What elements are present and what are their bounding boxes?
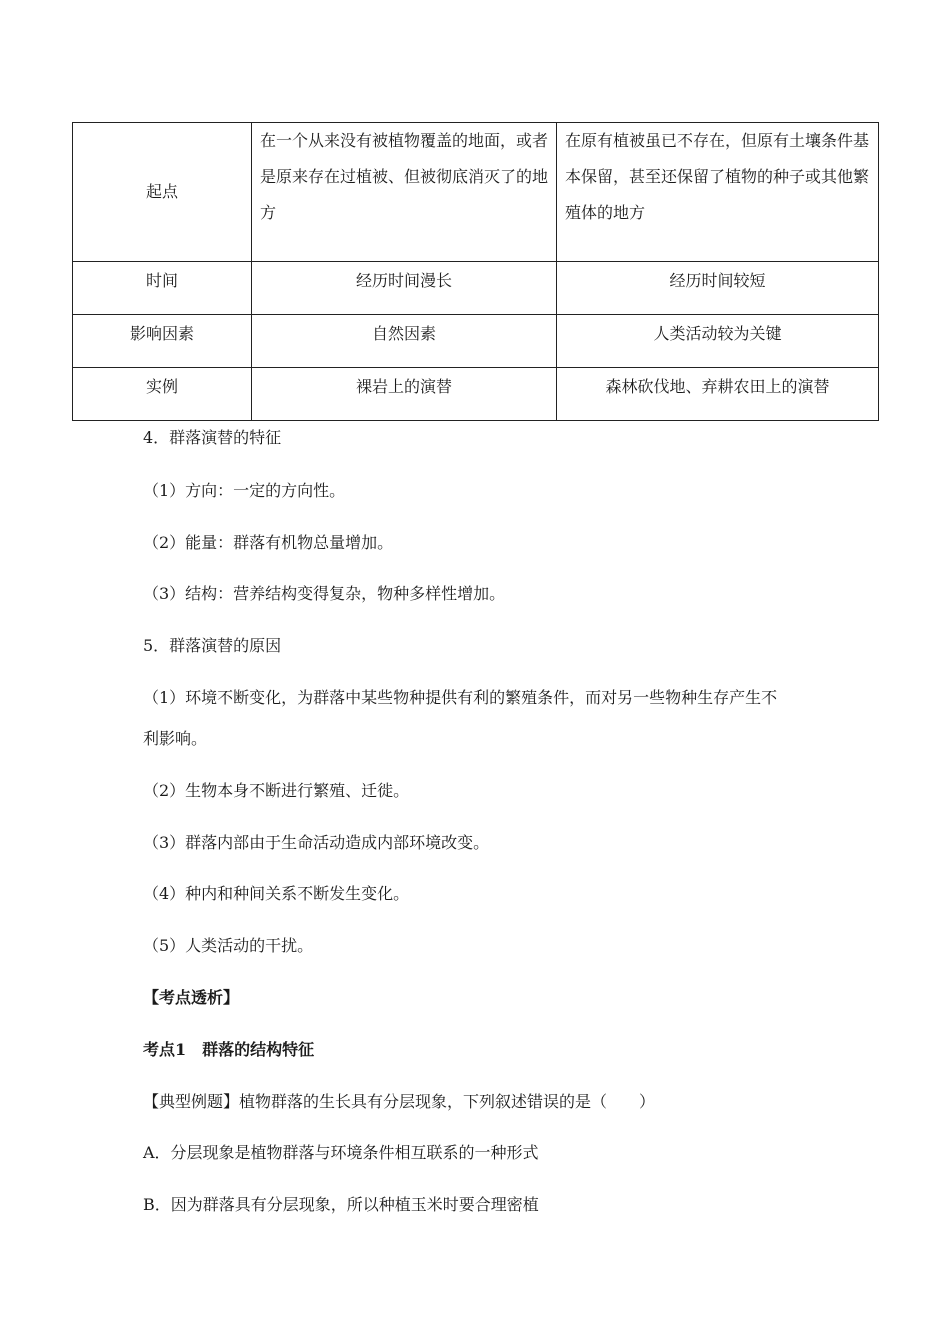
row-label-time: 时间 (73, 262, 252, 315)
secondary-examples-cell: 森林砍伐地、弃耕农田上的演替 (557, 368, 879, 421)
secondary-start-cell: 在原有植被虽已不存在，但原有土壤条件基本保留，甚至还保留了植物的种子或其他繁殖体的地方 (557, 123, 879, 262)
section4-item-2: （2）能量：群落有机物总量增加。 (143, 533, 394, 552)
section5-item-5: （5）人类活动的干扰。 (143, 936, 314, 955)
row-label-start: 起点 (73, 123, 252, 262)
section5-item-1-line2: 利影响。 (143, 729, 208, 748)
primary-factors-cell: 自然因素 (252, 315, 557, 368)
exam-point-title: 考点1 群落的结构特征 (143, 1040, 315, 1059)
section5-item-1-line1: （1）环境不断变化，为群落中某些物种提供有利的繁殖条件，而对另一些物种生存产生不 (143, 688, 778, 707)
primary-time-cell: 经历时间漫长 (252, 262, 557, 315)
option-b: B．因为群落具有分层现象，所以种植玉米时要合理密植 (143, 1195, 539, 1214)
table-row-examples (73, 368, 879, 421)
secondary-time-cell: 经历时间较短 (557, 262, 879, 315)
table-row-start (73, 123, 879, 262)
section5-item-4: （4）种内和种间关系不断发生变化。 (143, 884, 410, 903)
section4-item-3: （3）结构：营养结构变得复杂，物种多样性增加。 (143, 584, 506, 603)
row-label-factors: 影响因素 (73, 315, 252, 368)
table-row-factors (73, 315, 879, 368)
example-question: 【典型例题】植物群落的生长具有分层现象，下列叙述错误的是（ ） (143, 1092, 656, 1111)
table-row-time (73, 262, 879, 315)
option-a: A．分层现象是植物群落与环境条件相互联系的一种形式 (143, 1143, 539, 1162)
analysis-heading: 【考点透析】 (143, 988, 240, 1007)
primary-examples-cell: 裸岩上的演替 (252, 368, 557, 421)
secondary-factors-cell: 人类活动较为关键 (557, 315, 879, 368)
succession-comparison-table (72, 122, 879, 421)
section5-item-2: （2）生物本身不断进行繁殖、迁徙。 (143, 781, 410, 800)
section5-heading: 5．群落演替的原因 (143, 636, 282, 655)
section5-item-3: （3）群落内部由于生命活动造成内部环境改变。 (143, 833, 490, 852)
section4-heading: 4．群落演替的特征 (143, 428, 282, 447)
row-label-examples: 实例 (73, 368, 252, 421)
primary-start-cell: 在一个从来没有被植物覆盖的地面，或者是原来存在过植被、但被彻底消灭了的地方 (252, 123, 557, 262)
section4-item-1: （1）方向：一定的方向性。 (143, 481, 346, 500)
